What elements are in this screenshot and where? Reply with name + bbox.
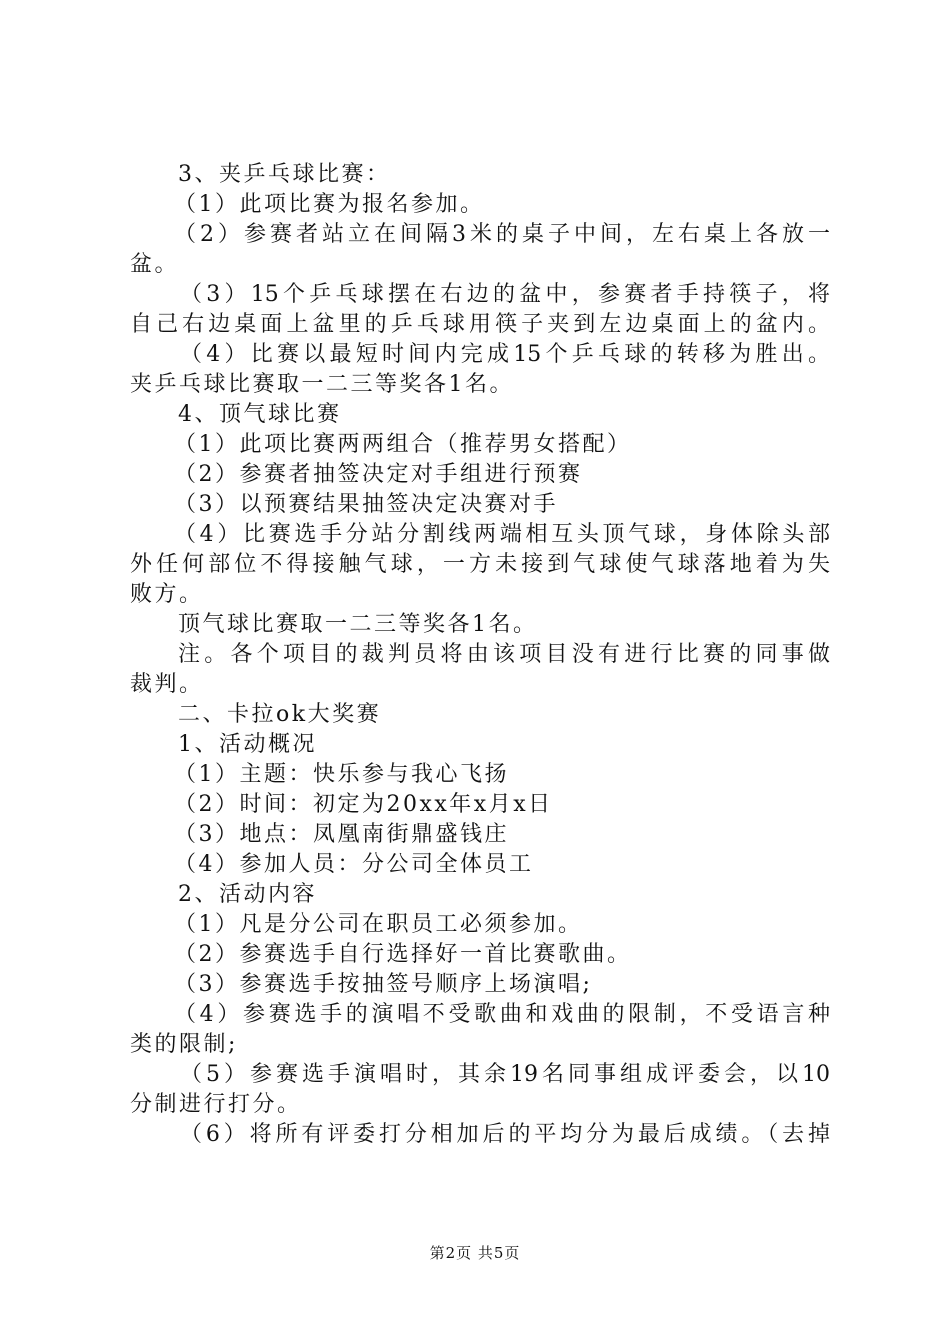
paragraph-line: 分制进行打分。	[130, 1092, 302, 1117]
paragraph-line: （1）凡是分公司在职员工必须参加。	[174, 912, 583, 937]
section-heading: 2、活动内容	[178, 882, 317, 907]
section-heading: 3、夹乒乓球比赛：	[178, 162, 391, 187]
paragraph-line: （2）参赛者站立在间隔3米的桌子中间，左右桌上各放一	[174, 222, 830, 247]
paragraph-line: （4）参加人员：分公司全体员工	[174, 852, 534, 877]
paragraph-line: 外任何部位不得接触气球，一方未接到气球使气球落地着为失	[130, 552, 830, 577]
paragraph-line: 夹乒乓球比赛取一二三等奖各1名。	[130, 372, 514, 397]
paragraph-line: （3）15个乒乓球摆在右边的盆中，参赛者手持筷子，将	[180, 282, 830, 307]
paragraph-line: 类的限制;	[130, 1032, 238, 1057]
paragraph-line: （3）参赛选手按抽签号顺序上场演唱;	[174, 972, 593, 997]
section-heading: 4、顶气球比赛	[178, 402, 342, 427]
paragraph-line: 盆。	[130, 252, 180, 277]
paragraph-line: （1）此项比赛为报名参加。	[174, 192, 485, 217]
paragraph-line: （2）参赛选手自行选择好一首比赛歌曲。	[174, 942, 632, 967]
paragraph-line: （3）以预赛结果抽签决定决赛对手	[174, 492, 558, 517]
paragraph-line: （4）比赛选手分站分割线两端相互头顶气球，身体除头部	[174, 522, 830, 547]
paragraph-line: （1）主题：快乐参与我心飞扬	[174, 762, 509, 787]
paragraph-line: （6）将所有评委打分相加后的平均分为最后成绩。（去掉	[180, 1122, 830, 1147]
paragraph-line: （4）比赛以最短时间内完成15个乒乓球的转移为胜出。	[180, 342, 830, 367]
paragraph-line: 注。各个项目的裁判员将由该项目没有进行比赛的同事做	[178, 642, 830, 667]
paragraph-line: 裁判。	[130, 672, 204, 697]
paragraph-line: 败方。	[130, 582, 204, 607]
paragraph-line: （2）参赛者抽签决定对手组进行预赛	[174, 462, 583, 487]
section-heading: 1、活动概况	[178, 732, 317, 757]
section-heading: 二、卡拉ok大奖赛	[178, 702, 382, 727]
page-footer: 第2页 共5页	[429, 1244, 521, 1262]
paragraph-line: （1）此项比赛两两组合（推荐男女搭配）	[174, 432, 632, 457]
paragraph-line: （3）地点：凤凰南街鼎盛钱庄	[174, 822, 509, 847]
paragraph-line: （5）参赛选手演唱时，其余19名同事组成评委会，以10	[180, 1062, 830, 1087]
document-body	[130, 160, 830, 1150]
paragraph-line: 顶气球比赛取一二三等奖各1名。	[178, 612, 538, 637]
paragraph-line: 自己右边桌面上盆里的乒乓球用筷子夹到左边桌面上的盆内。	[130, 312, 830, 337]
paragraph-line: （2）时间：初定为20xx年x月x日	[174, 792, 553, 817]
paragraph-line: （4）参赛选手的演唱不受歌曲和戏曲的限制，不受语言种	[174, 1002, 830, 1027]
